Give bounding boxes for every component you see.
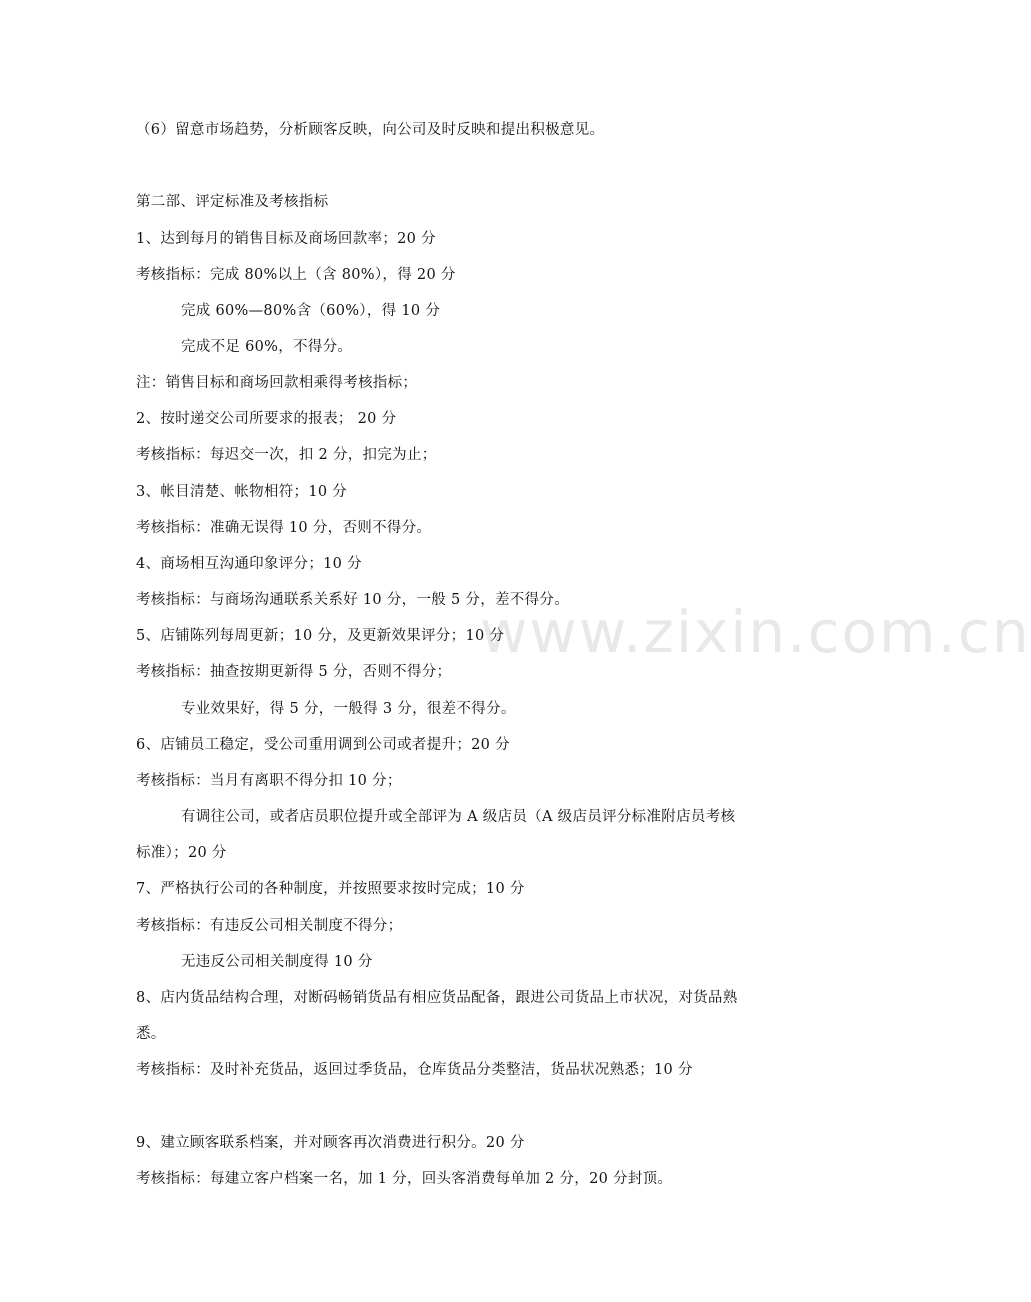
text-line: 8、店内货品结构合理，对断码畅销货品有相应货品配备，跟进公司货品上市状况，对货品熟 [136,990,738,1006]
text-line: 4、商场相互沟通印象评分；10 分 [136,556,362,572]
text-line: 考核指标：及时补充货品，返回过季货品，仓库货品分类整洁，货品状况熟悉；10 分 [136,1062,693,1078]
text-line: 注：销售目标和商场回款相乘得考核指标； [136,375,418,391]
text-line: 7、严格执行公司的各种制度，并按照要求按时完成；10 分 [136,881,525,897]
section-heading: 第二部、评定标准及考核指标 [136,194,329,210]
text-line: 无违反公司相关制度得 10 分 [181,954,373,970]
text-line: 标准）；20 分 [136,845,227,861]
text-line: （6）留意市场趋势，分析顾客反映，向公司及时反映和提出积极意见。 [136,122,605,138]
text-line: 专业效果好，得 5 分，一般得 3 分，很差不得分。 [181,701,516,717]
text-line: 6、店铺员工稳定，受公司重用调到公司或者提升；20 分 [136,737,510,753]
text-line: 悉。 [136,1026,166,1042]
text-line: 3、帐目清楚、帐物相符；10 分 [136,484,348,500]
text-line: 2、按时递交公司所要求的报表； 20 分 [136,411,397,427]
text-line: 1、达到每月的销售目标及商场回款率；20 分 [136,231,436,247]
text-line: 考核指标：有违反公司相关制度不得分； [136,918,403,934]
text-line: 5、店铺陈列每周更新；10 分，及更新效果评分；10 分 [136,628,505,644]
text-line: 考核指标：每迟交一次，扣 2 分，扣完为止； [136,447,437,463]
text-line: 考核指标：每建立客户档案一名，加 1 分，回头客消费每单加 2 分，20 分封顶。 [136,1171,673,1187]
text-line: 考核指标：完成 80%以上（含 80%），得 20 分 [136,267,456,283]
text-line: 完成不足 60%，不得分。 [181,339,353,355]
watermark: www.zixin.com.cn [480,598,1031,666]
text-line: 考核指标：抽查按期更新得 5 分，否则不得分； [136,664,452,680]
text-line: 有调往公司，或者店员职位提升或全部评为 A 级店员（A 级店员评分标准附店员考核 [181,809,736,825]
text-line: 考核指标：当月有离职不得分扣 10 分； [136,773,402,789]
text-line: 考核指标：准确无误得 10 分，否则不得分。 [136,520,432,536]
text-line: 完成 60%—80%含（60%），得 10 分 [181,303,441,319]
text-line: 考核指标：与商场沟通联系关系好 10 分，一般 5 分，差不得分。 [136,592,570,608]
text-line: 9、建立顾客联系档案，并对顾客再次消费进行积分。20 分 [136,1135,525,1151]
